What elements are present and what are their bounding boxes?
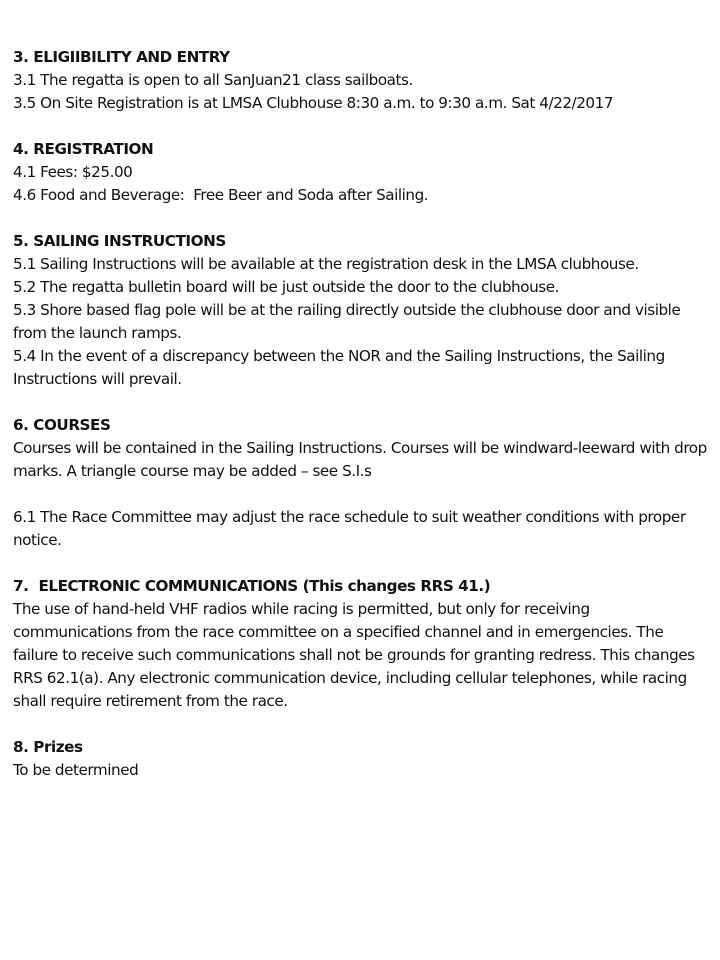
section-courses [13, 414, 708, 552]
paragraph: 5.4 In the event of a discrepancy between the NOR and the Sailing Instructions, the Sailing Instructions will prevail. [13, 347, 665, 388]
paragraph: 5.2 The regatta bulletin board will be just outside the door to the clubhouse. [13, 278, 559, 296]
document-page [13, 46, 708, 782]
paragraph: 3.1 The regatta is open to all SanJuan21 class sailboats. [13, 71, 413, 89]
section-heading: 3. ELIGIIBILITY AND ENTRY [13, 48, 230, 66]
paragraph: The use of hand-held VHF radios while racing is permitted, but only for receiving communications from the race committee on a specified channel and in emergencies. The failure to receive such communications shall not be grounds for granting redress. This changes RRS 62.1(a). Any electronic communication device, including cellular telephones, while racing shall require retirement from the race. [13, 600, 695, 710]
section-heading: 6. COURSES [13, 416, 111, 434]
paragraph: 4.6 Food and Beverage: Free Beer and Soda after Sailing. [13, 186, 429, 204]
section-prizes [13, 736, 708, 782]
paragraph: 3.5 On Site Registration is at LMSA Clubhouse 8:30 a.m. to 9:30 a.m. Sat 4/22/2017 [13, 94, 614, 112]
section-heading: 5. SAILING INSTRUCTIONS [13, 232, 226, 250]
paragraph: 5.1 Sailing Instructions will be available at the registration desk in the LMSA clubhouse. [13, 255, 639, 273]
section-heading: 8. Prizes [13, 738, 83, 756]
section-heading-text: ELECTRONIC COMMUNICATIONS (This changes RRS 41.) [38, 577, 491, 595]
paragraph: Courses will be contained in the Sailing Instructions. Courses will be windward-leeward with drop marks. A triangle course may be added – see S.I.s [13, 439, 707, 480]
section-sailing-instructions [13, 230, 708, 391]
section-electronic-communications [13, 575, 708, 713]
section-heading-number: 7. [13, 577, 29, 595]
paragraph: To be determined [13, 761, 139, 779]
section-registration [13, 138, 708, 207]
paragraph: 4.1 Fees: $25.00 [13, 163, 133, 181]
section-heading: 4. REGISTRATION [13, 140, 154, 158]
section-eligibility [13, 46, 708, 115]
paragraph: 6.1 The Race Committee may adjust the race schedule to suit weather conditions with proper notice. [13, 508, 686, 549]
paragraph: 5.3 Shore based flag pole will be at the railing directly outside the clubhouse door and visible from the launch ramps. [13, 301, 681, 342]
section-heading [13, 575, 708, 598]
